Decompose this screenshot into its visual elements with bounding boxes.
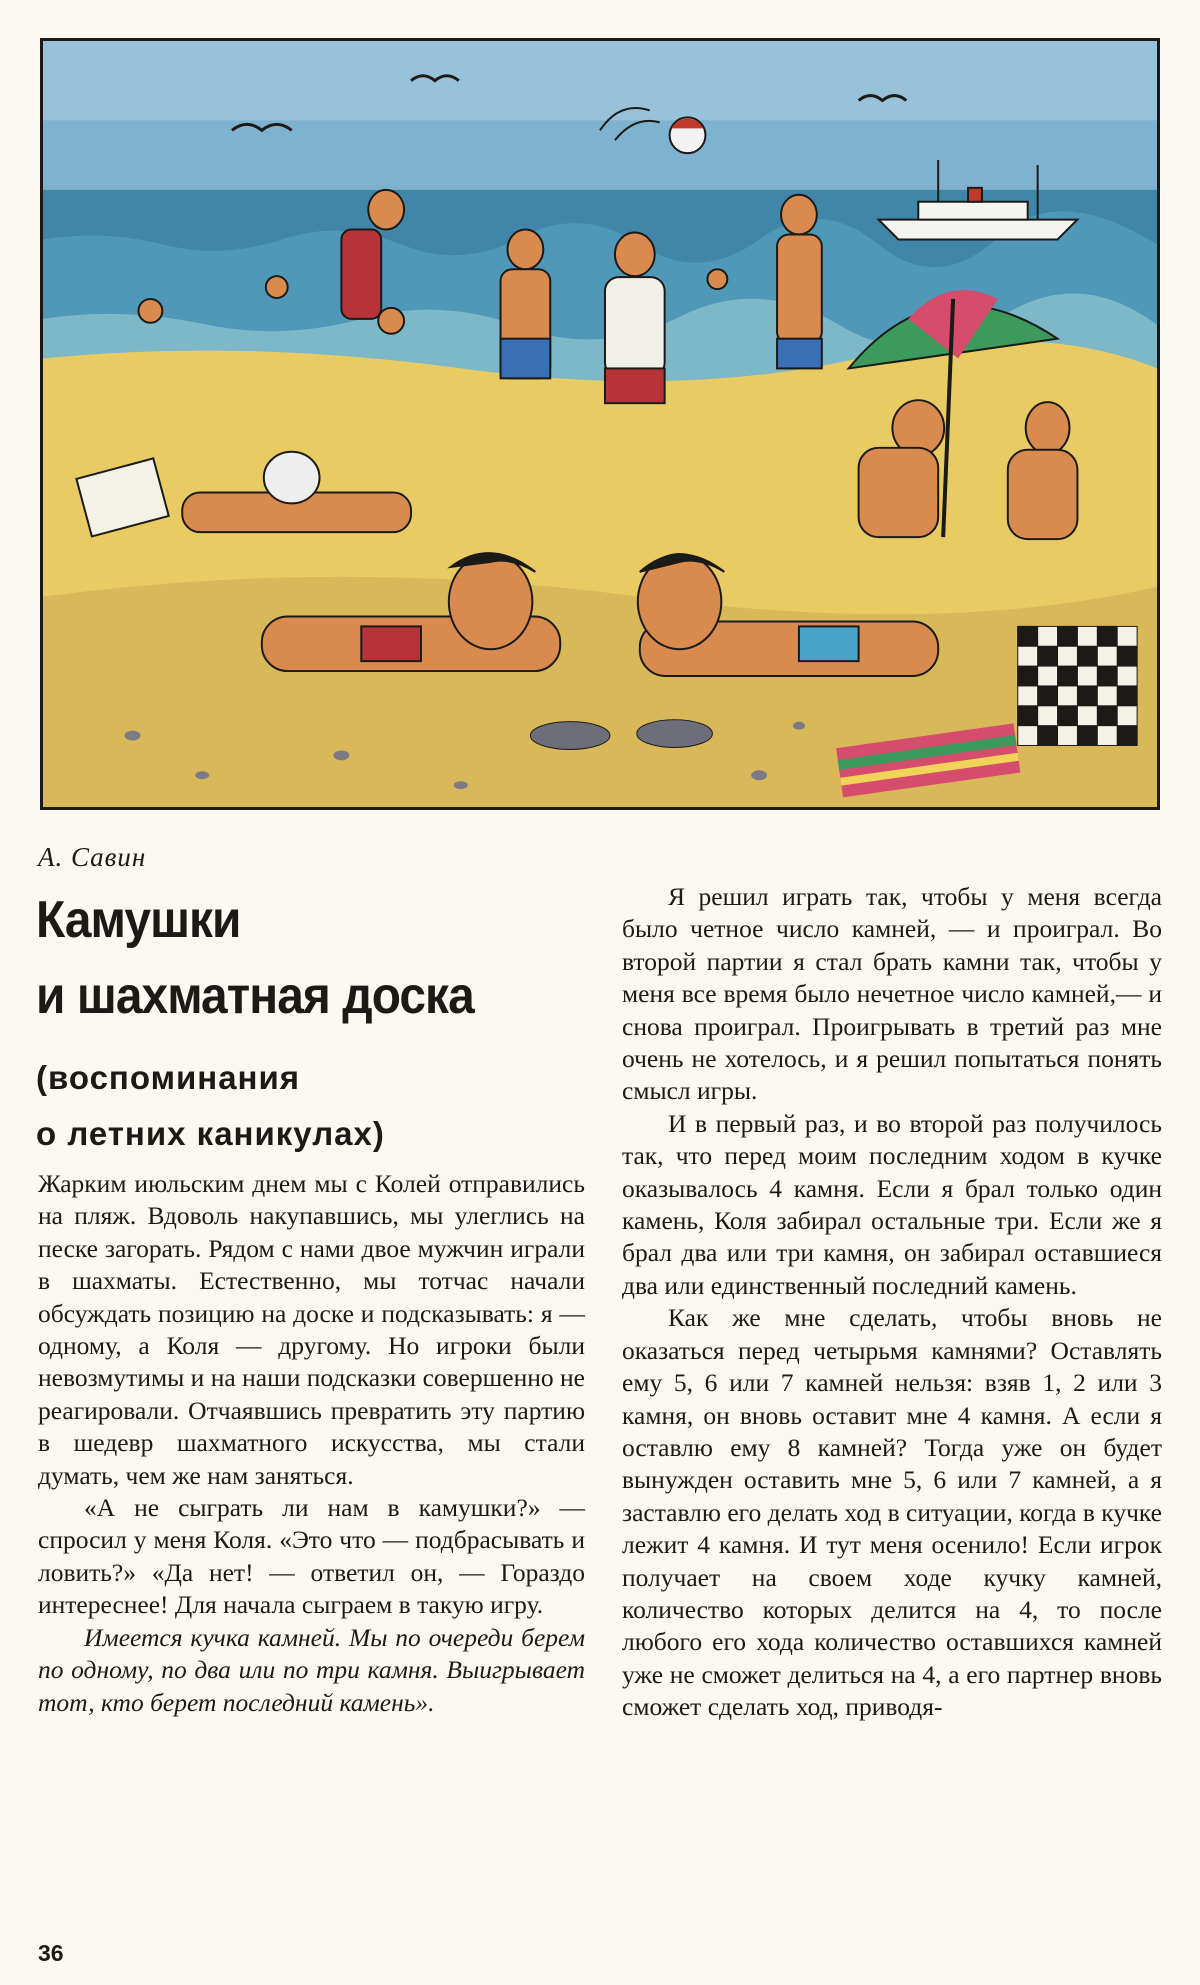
text-column-right (622, 881, 1162, 1724)
paragraph: «А не сыграть ли нам в камушки?» — спросил у меня Коля. «Это что — подбрасывать и ловить?» «Да нет! — ответил он, — Гораздо интереснее! Для начала сыграем в такую игру. (38, 1493, 585, 1620)
beach-illustration (40, 38, 1160, 810)
subtitle-line-2: о летних каникулах) (36, 1115, 385, 1152)
chessboard-drawing (1018, 626, 1137, 745)
subtitle-line-1: (воспоминания (36, 1059, 301, 1096)
title-line-1: Камушки (36, 891, 241, 949)
paragraph: Я решил играть так, чтобы у меня всегда было четное число камней, — и проиграл. Во второй партии я стал брать камни так, чтобы у меня все время было нечетное число камней,— и снова проиграл. Проигрывать в третий раз мне очень не хотелось, и я решил попытаться понять смысл игры. (622, 882, 1162, 1106)
article-author: А. Савин (38, 842, 147, 872)
title-line-2: и шахматная доска (36, 967, 474, 1025)
text-column-left (38, 1168, 585, 1719)
paragraph: Как же мне сделать, чтобы вновь не оказаться перед четырьмя камнями? Оставлять ему 5, 6 или 7 камней нельзя: взяв 1, 2 или 3 камня, он вновь оставит мне 4 камня. А если я оставлю ему 8 камней? Тогда уже он будет вынужден оставить мне 5, 6 или 7 камней, а я заставлю его делать ход в ситуации, когда в кучке лежит 4 камня. И тут меня осенило! Если игрок получает на своем ходе кучку камней, количество которых делится на 4, то после любого его хода количество оставшихся камней уже не сможет делиться на 4, а его партнер вновь сможет сделать ход, приводя- (622, 1303, 1162, 1722)
paragraph: Жарким июльским днем мы с Колей отправились на пляж. Вдоволь накупавшись, мы улеглись на песке загорать. Рядом с нами двое мужчин играли в шахматы. Естественно, мы тотчас начали обсуждать позицию на доске и подсказывать: я — одному, а Коля — другому. Но игроки были невозмутимы и на наши подсказки совершенно не реагировали. Отчаявшись превратить эту партию в шедевр шахматного искусства, мы стали думать, чем же нам заняться. (38, 1169, 585, 1490)
paragraph: И в первый раз, и во второй раз получилось так, что перед моим последним ходом в кучке оказывалось 4 камня. Если я брал только один камень, Коля забирал остальные три. Если же я брал два или три камня, он забирал оставшиеся два или единственный последний камень. (622, 1108, 1162, 1300)
article-subtitle (36, 1050, 606, 1162)
article-title (36, 882, 560, 1034)
page-number: 36 (38, 1940, 64, 1966)
game-rules-paragraph: Имеется кучка камней. Мы по очереди берем по одному, по два или по три камня. Выигрывает тот, кто берет последний камень». (38, 1622, 585, 1717)
beach-scene-drawing (43, 41, 1157, 807)
